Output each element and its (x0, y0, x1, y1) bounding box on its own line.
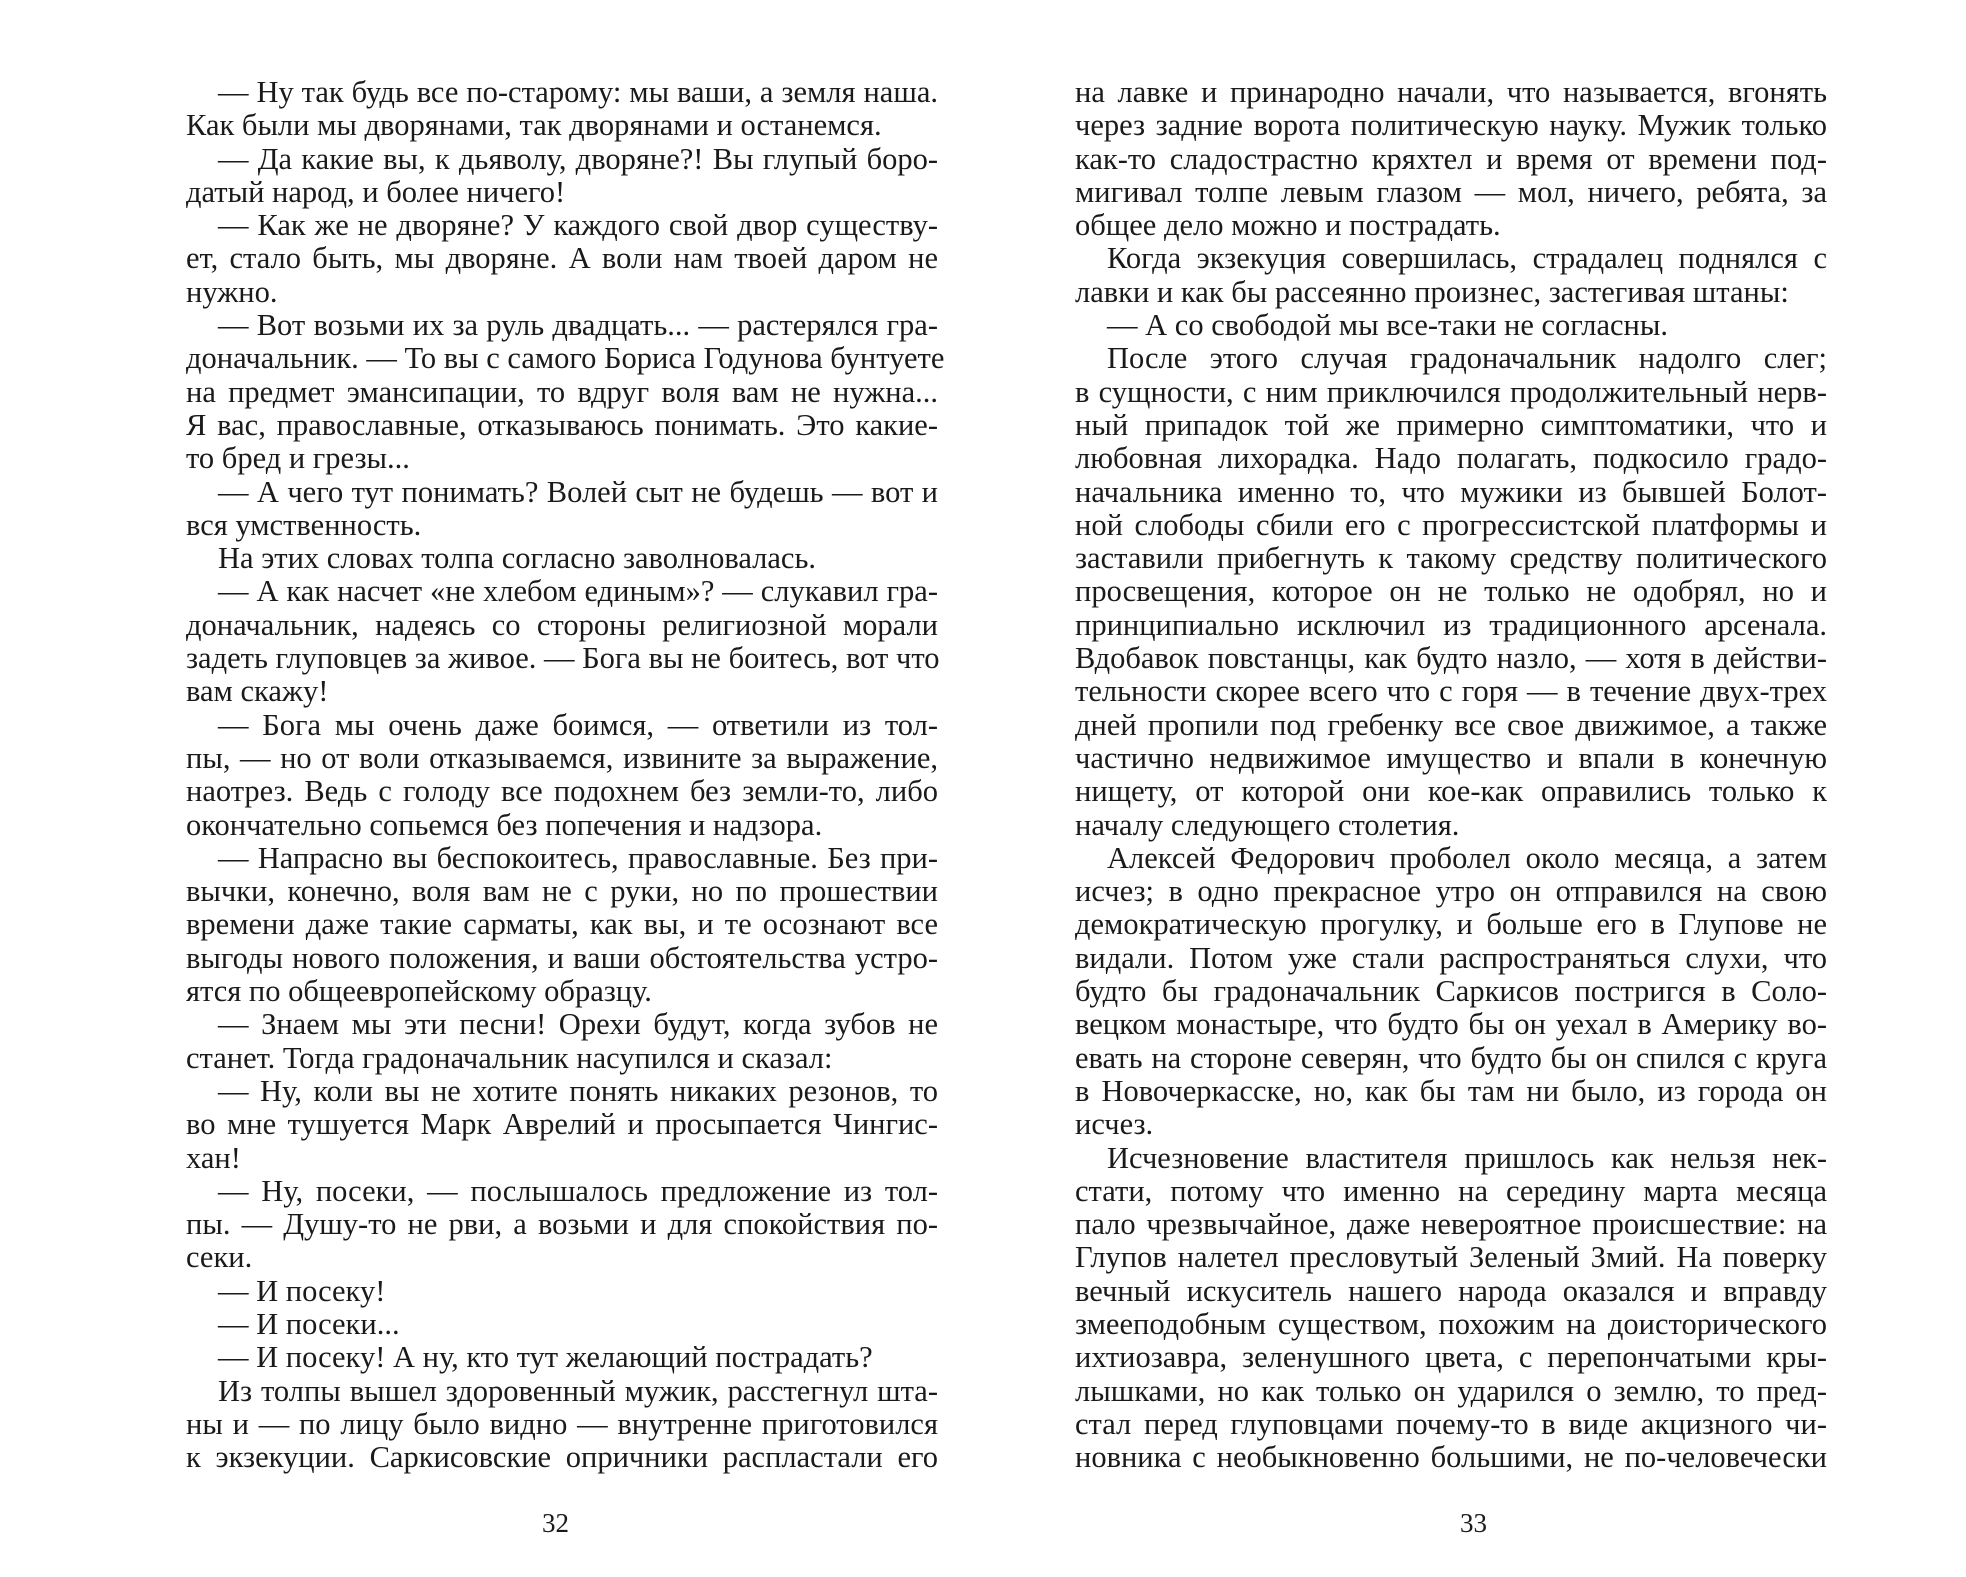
text-line: Как были мы дворянами, так дворянами и останемся. (186, 108, 882, 143)
text-line: выгоды нового положения, и ваши обстоятельства устро- (186, 940, 938, 975)
text-line: мигивал толпе левым глазом — мол, ничего, ребята, за (1075, 174, 1827, 209)
text-line: ихтиозавра, зеленушного цвета, с перепончатыми кры- (1075, 1340, 1827, 1375)
right-page-text (1075, 76, 1827, 1474)
text-line: вычки, конечно, воля вам не с руки, но по прошествии (186, 874, 938, 909)
text-line: Когда экзекуция совершилась, страдалец поднялся с (1107, 241, 1827, 276)
text-line: новника с необыкновенно большими, не по-человечески (1075, 1440, 1827, 1475)
text-line: ет, стало быть, мы дворяне. А воли нам твоей даром не (186, 241, 938, 276)
text-line: окончательно сопьемся без попечения и надзора. (186, 807, 823, 842)
text-line: исчез. (1075, 1107, 1154, 1142)
text-line: пы, — но от воли отказываемся, извините за выражение, (186, 740, 938, 775)
text-line: лышками, но как только он ударился о землю, то пред- (1075, 1373, 1827, 1408)
text-line: вечный искуситель нашего народа оказался и вправду (1075, 1273, 1827, 1308)
text-line: — А как насчет «не хлебом единым»? — слукавил гра- (218, 574, 938, 609)
text-line: вам скажу! (186, 674, 329, 709)
text-line: На этих словах толпа согласно заволновалась. (218, 541, 816, 576)
text-line: заставили прибегнуть к такому средству политического (1075, 541, 1827, 576)
text-line: во мне тушуется Марк Аврелий и просыпается Чингис- (186, 1107, 938, 1142)
right-page-number: 33 (1460, 1508, 1487, 1538)
text-line: лавки и как бы рассеянно произнес, застегивая штаны: (1075, 274, 1789, 309)
text-line: Из толпы вышел здоровенный мужик, расстегнул шта- (218, 1373, 938, 1408)
text-line: задеть глуповцев за живое. — Бога вы не боитесь, вот что (186, 641, 940, 676)
text-line: частично недвижимое имущество и впали в конечную (1075, 740, 1827, 775)
text-line: пало чрезвычайное, даже невероятное происшествие: на (1075, 1207, 1827, 1242)
text-line: Глупов налетел пресловутый Зеленый Змий. На поверку (1075, 1240, 1827, 1275)
left-page-text (186, 75, 945, 1475)
text-line: — Напрасно вы беспокоитесь, православные. Без при- (218, 840, 938, 875)
text-line: змееподобным существом, похожим на доисторического (1075, 1306, 1827, 1341)
text-line: начальника именно то, что мужики из бывшей Болот- (1075, 474, 1827, 509)
text-line: — Знаем мы эти песни! Орехи будут, когда зубов не (218, 1007, 938, 1042)
text-line: Вдобавок повстанцы, как будто назло, — хотя в действи- (1075, 641, 1827, 676)
text-line: вся умственность. (186, 507, 422, 542)
text-line: к экзекуции. Саркисовские опричники распластали его (186, 1440, 938, 1475)
text-line: наотрез. Ведь с голоду все подохнем без земли-то, либо (186, 774, 938, 809)
text-line: доначальник, надеясь со стороны религиозной морали (186, 607, 938, 642)
text-line: Исчезновение властителя пришлось как нельзя нек- (1107, 1140, 1827, 1175)
text-line: — Ну так будь все по-старому: мы ваши, а земля наша. (218, 75, 938, 109)
text-line: — Ну, посеки, — послышалось предложение из тол- (218, 1173, 938, 1208)
text-line: — Да какие вы, к дьяволу, дворяне?! Вы глупый боро- (218, 141, 938, 176)
text-line: демократическую прогулку, и больше его в Глупове не (1075, 907, 1827, 942)
text-line: — И посеки... (218, 1306, 400, 1341)
text-line: ятся по общеевропейскому образцу. (186, 974, 652, 1009)
text-line: — А со свободой мы все-таки не согласны. (1107, 308, 1668, 343)
text-line: Алексей Федорович проболел около месяца, а затем (1107, 840, 1827, 875)
text-line: — Вот возьми их за руль двадцать... — растерялся гра- (218, 308, 938, 343)
text-line: через задние ворота политическую науку. Мужик только (1075, 108, 1827, 143)
text-line: нужно. (186, 274, 278, 309)
text-line: ный припадок той же примерно симптоматики, что и (1075, 407, 1827, 442)
text-line: — И посеку! (218, 1273, 386, 1308)
left-page-number: 32 (542, 1508, 569, 1538)
text-line: на предмет эмансипации, то вдруг воля вам не нужна... (186, 374, 938, 409)
text-line: хан! (186, 1140, 241, 1175)
text-line: секи. (186, 1240, 253, 1275)
text-line: исчез; в одно прекрасное утро он отправился на свою (1075, 874, 1827, 909)
text-line: времени даже такие сарматы, как вы, и те осознают все (186, 907, 938, 942)
text-line: ной слободы сбили его с прогрессистской платформы и (1075, 507, 1827, 542)
text-line: доначальник. — То вы с самого Бориса Годунова бунтуете (186, 341, 945, 376)
text-line: — Бога мы очень даже боимся, — ответили из тол- (218, 707, 938, 742)
text-line: дней пропили под гребенку все свое движимое, а также (1075, 707, 1827, 742)
text-line: тельности скорее всего что с горя — в течение двух-трех (1075, 674, 1827, 709)
text-line: — Как же не дворяне? У каждого свой двор существу- (218, 208, 938, 243)
text-line: пы. — Душу-то не рви, а возьми и для спокойствия по- (186, 1207, 938, 1242)
text-line: датый народ, и более ничего! (186, 174, 566, 209)
text-line: любовная лихорадка. Надо полагать, подкосило градо- (1075, 441, 1827, 476)
text-line: в Новочеркасске, но, как бы там ни было, из города он (1075, 1073, 1827, 1108)
text-line: вецком монастыре, что будто бы он уехал в Америку во- (1075, 1007, 1827, 1042)
text-line: станет. Тогда градоначальник насупился и сказал: (186, 1040, 833, 1075)
text-line: ны и — по лицу было видно — внутренне приготовился (186, 1406, 938, 1441)
text-line: началу следующего столетия. (1075, 807, 1460, 842)
text-line: принципиально исключил из традиционного арсенала. (1075, 607, 1827, 642)
text-line: на лавке и принародно начали, что называется, вгонять (1075, 75, 1827, 109)
text-line: — А чего тут понимать? Волей сыт не будешь — вот и (218, 474, 938, 509)
text-line: стал перед глуповцами почему-то в виде акцизного чи- (1075, 1406, 1827, 1441)
text-line: евать на стороне северян, что будто бы он спился с круга (1075, 1040, 1827, 1075)
text-line: После этого случая градоначальник надолго слег; (1107, 341, 1827, 376)
text-line: нищету, от которой они кое-как оправились только к (1075, 774, 1827, 809)
text-line: видали. Потом уже стали распространяться слухи, что (1075, 940, 1827, 975)
text-line: как-то сладострастно кряхтел и время от времени под- (1075, 141, 1827, 176)
text-line: — Ну, коли вы не хотите понять никаких резонов, то (218, 1073, 938, 1108)
text-line: стати, потому что именно на середину марта месяца (1075, 1173, 1827, 1208)
text-line: будто бы градоначальник Саркисов постригся в Соло- (1075, 974, 1827, 1009)
text-line: в сущности, с ним приключился продолжительный нерв- (1075, 374, 1827, 409)
text-line: то бред и грезы... (186, 441, 410, 476)
text-line: просвещения, которое он не только не одобрял, но и (1075, 574, 1827, 609)
text-line: общее дело можно и пострадать. (1075, 208, 1501, 243)
text-line: — И посеку! А ну, кто тут желающий пострадать? (218, 1340, 873, 1375)
text-line: Я вас, православные, отказываюсь понимать. Это какие- (186, 407, 938, 442)
